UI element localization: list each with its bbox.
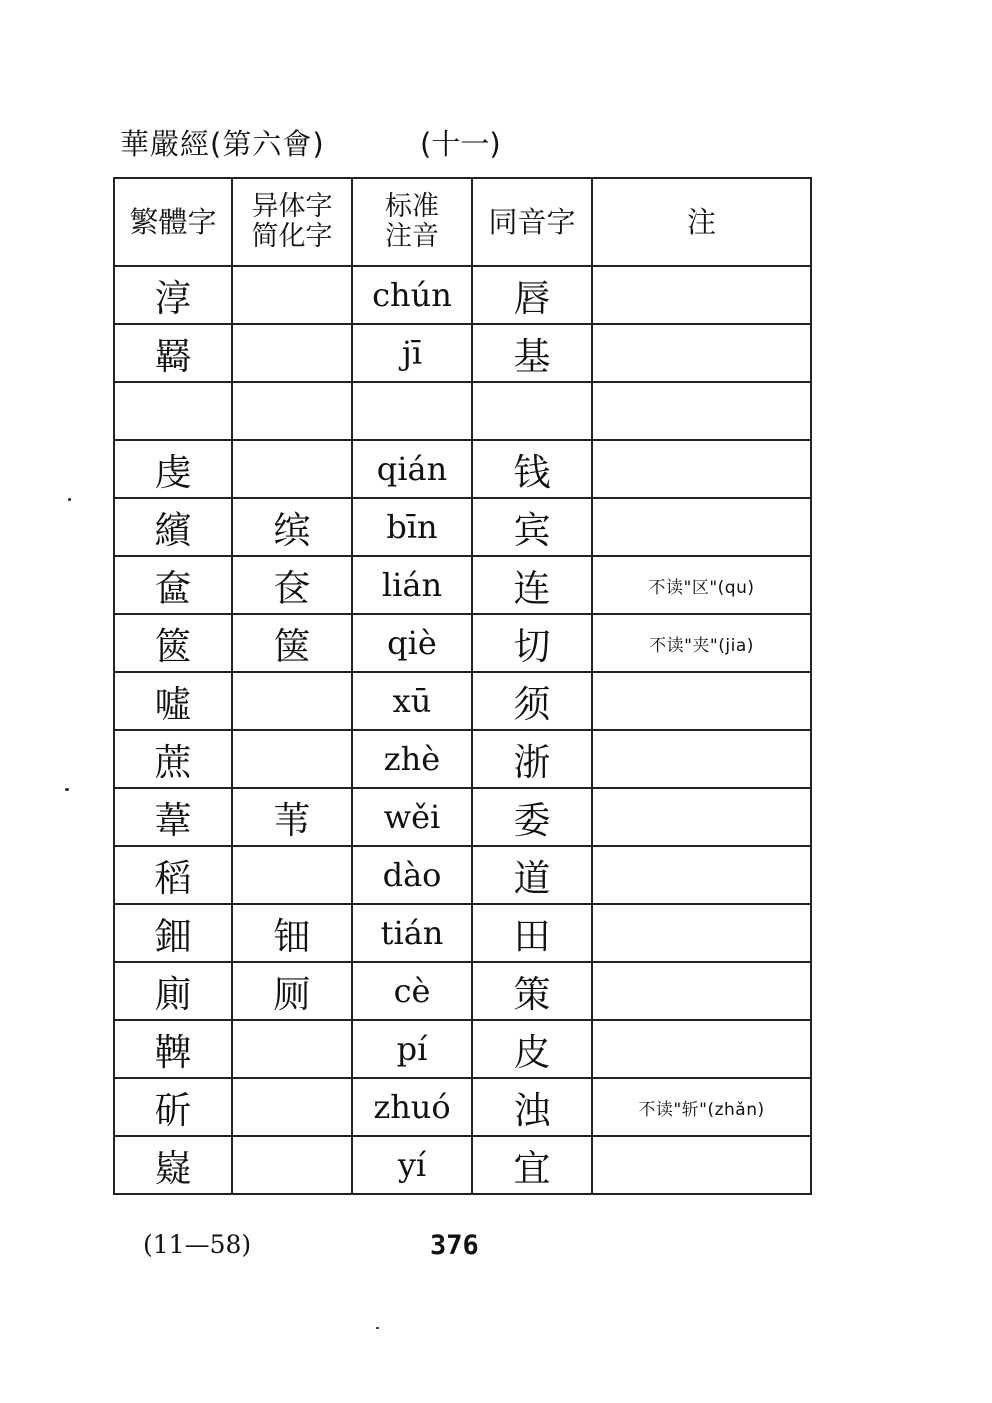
table-header-row [114,178,811,266]
traditional-char-cell: 羇 [114,324,232,382]
homophone-char-cell: 宾 [472,498,592,556]
traditional-char-cell: 噓 [114,672,232,730]
traditional-char-cell: 虔 [114,440,232,498]
table-row [114,324,811,382]
scan-speck [68,498,71,501]
header-variant-line1: 异体字 [251,190,333,222]
simplified-char-cell: 厕 [232,962,352,1020]
header-traditional: 繁體字 [114,178,232,266]
simplified-char-cell [232,382,352,440]
pinyin-cell: jī [352,324,472,382]
table-row [114,440,811,498]
traditional-char-cell: 葦 [114,788,232,846]
pinyin-cell: bīn [352,498,472,556]
note-cell: 不读"区"(qu) [592,556,811,614]
note-cell [592,962,811,1020]
header-note: 注 [592,178,811,266]
simplified-char-cell [232,440,352,498]
note-cell [592,1020,811,1078]
simplified-char-cell: 奁 [232,556,352,614]
header-variant [232,178,352,266]
homophone-char-cell: 须 [472,672,592,730]
traditional-char-cell: 奩 [114,556,232,614]
note-cell [592,324,811,382]
homophone-char-cell: 浙 [472,730,592,788]
traditional-char-cell: 廁 [114,962,232,1020]
traditional-char-cell: 篋 [114,614,232,672]
homophone-char-cell: 钱 [472,440,592,498]
pinyin-cell: yí [352,1136,472,1194]
traditional-char-cell: 稻 [114,846,232,904]
note-cell [592,498,811,556]
simplified-char-cell [232,672,352,730]
footer-code: (11—58) [143,1230,252,1259]
simplified-char-cell [232,324,352,382]
simplified-char-cell [232,730,352,788]
table-row [114,382,811,440]
simplified-char-cell: 箧 [232,614,352,672]
pinyin-cell: dào [352,846,472,904]
note-cell [592,730,811,788]
section-number: (十一) [420,127,501,161]
pinyin-cell: wěi [352,788,472,846]
scan-speck [376,1327,379,1329]
note-cell [592,846,811,904]
simplified-char-cell: 缤 [232,498,352,556]
homophone-char-cell: 策 [472,962,592,1020]
note-cell [592,672,811,730]
pinyin-cell: qiè [352,614,472,672]
pinyin-cell: xū [352,672,472,730]
traditional-char-cell: 淳 [114,266,232,324]
pinyin-cell: chún [352,266,472,324]
simplified-char-cell [232,1078,352,1136]
traditional-char-cell: 鈿 [114,904,232,962]
homophone-char-cell: 连 [472,556,592,614]
table-row [114,846,811,904]
note-cell [592,440,811,498]
header-pinyin-line2: 注音 [385,221,439,252]
table-row [114,266,811,324]
note-cell [592,904,811,962]
homophone-char-cell: 皮 [472,1020,592,1078]
pinyin-cell: lián [352,556,472,614]
traditional-char-cell: 嶷 [114,1136,232,1194]
traditional-char-cell: 繽 [114,498,232,556]
table-body [114,266,811,1194]
homophone-char-cell: 田 [472,904,592,962]
homophone-char-cell: 唇 [472,266,592,324]
page-title: 華嚴經(第六會) [120,127,325,161]
simplified-char-cell: 苇 [232,788,352,846]
simplified-char-cell [232,846,352,904]
table-row [114,614,811,672]
table-row [114,788,811,846]
page-number: 376 [430,1230,479,1261]
table-row [114,1020,811,1078]
homophone-char-cell: 基 [472,324,592,382]
header-pinyin-line1: 标准 [385,190,439,222]
traditional-char-cell: 蔗 [114,730,232,788]
scan-speck [65,788,69,791]
pinyin-cell: pí [352,1020,472,1078]
pinyin-cell [352,382,472,440]
table-row [114,498,811,556]
homophone-char-cell: 宜 [472,1136,592,1194]
table-row [114,962,811,1020]
note-cell [592,382,811,440]
homophone-char-cell: 委 [472,788,592,846]
table-row [114,904,811,962]
homophone-char-cell: 浊 [472,1078,592,1136]
simplified-char-cell: 钿 [232,904,352,962]
traditional-char-cell [114,382,232,440]
header-pinyin [352,178,472,266]
vocabulary-table [113,177,812,1195]
note-cell: 不读"夹"(jia) [592,614,811,672]
note-cell: 不读"斩"(zhǎn) [592,1078,811,1136]
pinyin-cell: zhè [352,730,472,788]
homophone-char-cell [472,382,592,440]
note-cell [592,266,811,324]
traditional-char-cell: 斫 [114,1078,232,1136]
note-cell [592,1136,811,1194]
pinyin-cell: cè [352,962,472,1020]
simplified-char-cell [232,1136,352,1194]
pinyin-cell: zhuó [352,1078,472,1136]
header-variant-line2: 简化字 [251,221,333,252]
header-homophone: 同音字 [472,178,592,266]
table-row [114,672,811,730]
homophone-char-cell: 道 [472,846,592,904]
note-cell [592,788,811,846]
homophone-char-cell: 切 [472,614,592,672]
pinyin-cell: tián [352,904,472,962]
table-row [114,556,811,614]
table-row [114,1136,811,1194]
traditional-char-cell: 鞞 [114,1020,232,1078]
simplified-char-cell [232,1020,352,1078]
table-row [114,1078,811,1136]
table-row [114,730,811,788]
pinyin-cell: qián [352,440,472,498]
simplified-char-cell [232,266,352,324]
